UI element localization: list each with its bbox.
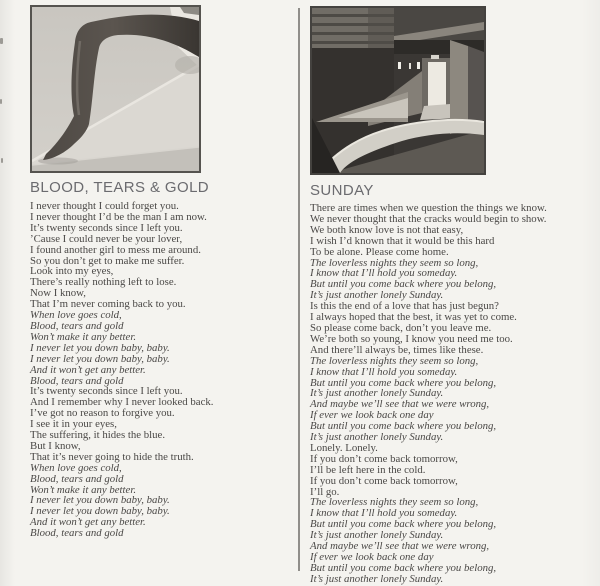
lyric-line: There are times when we question the things we know. (310, 202, 547, 214)
lyric-line: The loverless nights they seem so long, (310, 256, 479, 269)
lyric-line: We’re both so young, I know you need me too. (310, 332, 513, 345)
column-divider (298, 8, 300, 571)
lyric-line: But I know, (30, 439, 81, 452)
lyric-line: When love goes cold, (30, 461, 122, 474)
lyric-line: I’ll go. (310, 485, 340, 498)
lyric-line: It’s twenty seconds since I left you. (30, 385, 183, 398)
lyric-line: Blood, tears and gold (30, 527, 124, 540)
lyric-line: And it won’t get any better. (30, 363, 146, 376)
lyrics-blood-tears-and-gold (30, 201, 213, 539)
lyric-line: If ever we look back one day (310, 409, 434, 422)
song-title-blood-tears-and-gold: BLOOD, TEARS & GOLD (30, 179, 210, 196)
lyric-line: To be alone. Please come home. (310, 245, 449, 258)
lyric-line: But until you come back where you belong, (310, 518, 497, 531)
lyric-line: Blood, tears and gold (30, 319, 124, 332)
lyric-line: I know that I’ll hold you someday. (310, 365, 458, 378)
lyric-line: If you don’t come back tomorrow, (310, 474, 458, 487)
lyric-line: I never let you down baby, baby. (30, 494, 170, 507)
lyric-line: I know that I’ll hold you someday. (310, 267, 458, 280)
lyric-line: But until you come back where you belong, (310, 376, 497, 389)
lyric-line: It’s twenty seconds since I left you. (30, 221, 183, 234)
song-title-sunday: SUNDAY (310, 182, 374, 199)
lyric-line: ’Cause I could never be your lover, (30, 232, 183, 245)
lyric-line: And it won’t get any better. (30, 516, 146, 529)
lyric-line: I never let you down baby, baby. (30, 341, 170, 354)
lyric-line: I never thought I could forget you. (30, 200, 179, 212)
lyric-line: If ever we look back one day (310, 551, 434, 563)
lyric-line: It’s just another lonely Sunday. (310, 387, 444, 400)
legs-photo (30, 5, 201, 173)
lyric-line: The loverless nights they seem so long, (310, 496, 479, 509)
lyric-line: So please come back, don’t you leave me. (310, 321, 492, 334)
scan-artifact (0, 38, 3, 44)
lyric-line: I’ll be left here in the cold. (310, 463, 426, 476)
lyric-line: The suffering, it hides the blue. (30, 429, 166, 442)
underpass-photo-image (312, 8, 484, 173)
lyrics-sunday (310, 203, 547, 585)
lyric-line: Lonely. Lonely. (310, 441, 378, 454)
lyric-line: And maybe we’ll see that we were wrong, (310, 540, 490, 553)
lyric-line: I see it in your eyes, (30, 418, 117, 431)
lyric-line: Blood, tears and gold (30, 374, 124, 387)
lyric-line: Won’t make it any better. (30, 483, 137, 496)
lyric-line: I’ve got no reason to forgive you. (30, 407, 175, 420)
lyric-line: If you don’t come back tomorrow, (310, 452, 458, 465)
lyric-line: And maybe we’ll see that we were wrong, (310, 398, 490, 411)
lyric-line: The loverless nights they seem so long, (310, 354, 479, 367)
lyric-line: We never thought that the cracks would begin to show. (310, 212, 547, 225)
lyric-line: And I remember why I never looked back. (30, 396, 214, 409)
lyric-line: Now I know, (30, 287, 86, 300)
lyric-line: It’s just another lonely Sunday. (310, 529, 444, 542)
lyric-line: But until you come back where you belong, (310, 420, 497, 433)
legs-photo-image (32, 7, 199, 171)
lyric-line: But until you come back where you belong, (310, 561, 497, 574)
lyric-line: I never let you down baby, baby. (30, 505, 170, 518)
underpass-photo (310, 6, 486, 175)
lyric-line: Look into my eyes, (30, 265, 114, 278)
lyric-line: So you don’t get to make me suffer. (30, 254, 185, 267)
lyric-line: Blood, tears and gold (30, 472, 124, 485)
lyric-line: It’s just another lonely Sunday. (310, 431, 444, 444)
lyric-line: And there’ll always be, times like these. (310, 343, 484, 356)
lyric-line: There’s really nothing left to lose. (30, 276, 177, 289)
lyric-line: When love goes cold, (30, 309, 122, 322)
scan-artifact (0, 99, 2, 104)
lyric-line: I know that I’ll hold you someday. (310, 507, 458, 520)
lyric-line: Is this the end of a love that has just begun? (310, 300, 499, 313)
lyric-line: I always hoped that the best, it was yet to come. (310, 311, 517, 324)
lyric-line: It’s just another lonely Sunday. (310, 289, 444, 302)
lyric-line: I never thought I’d be the man I am now. (30, 210, 207, 223)
lyric-line: I found another girl to mess me around. (30, 243, 201, 256)
lyric-line: That it’s never going to hide the truth. (30, 450, 194, 463)
lyric-line: Won’t make it any better. (30, 330, 137, 343)
lyric-line: That I’m never coming back to you. (30, 298, 186, 311)
lyric-line: I wish I’d known that it would be this hard (310, 234, 495, 247)
lyric-line: It’s just another lonely Sunday. (310, 572, 444, 585)
scan-artifact (1, 158, 3, 163)
lyric-line: I never let you down baby, baby. (30, 352, 170, 365)
lyric-line: We both know love is not that easy, (310, 223, 464, 236)
lyric-line: But until you come back where you belong, (310, 278, 497, 291)
